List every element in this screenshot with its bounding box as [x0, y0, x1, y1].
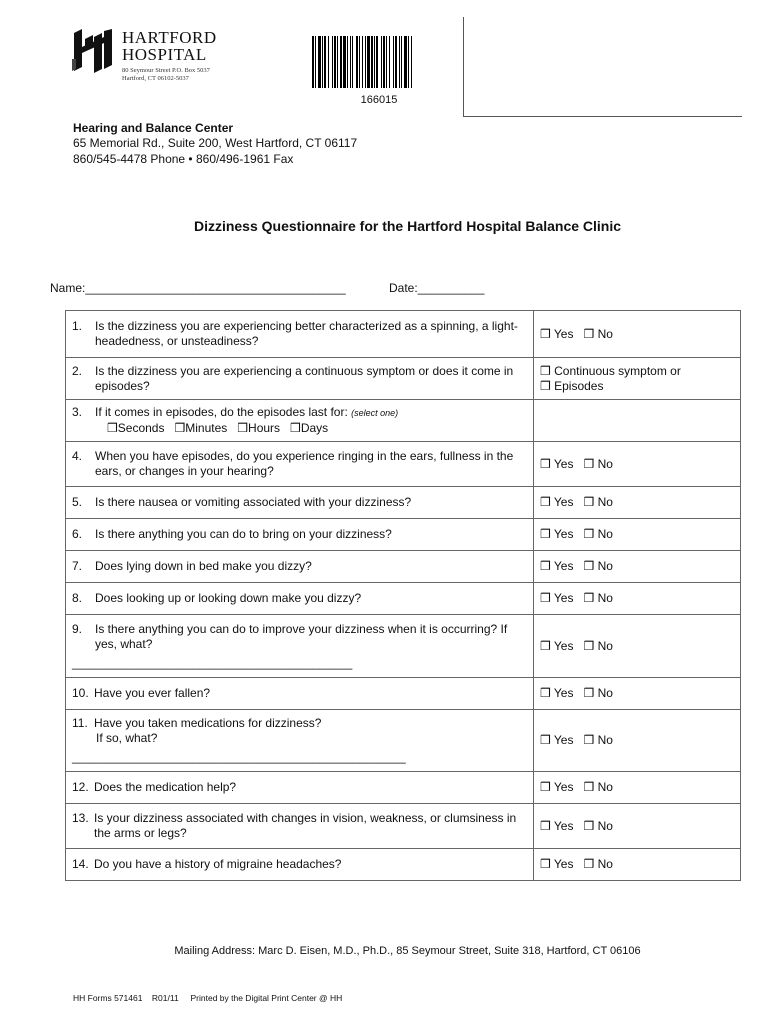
answer-option-label: No — [597, 686, 613, 700]
hospital-name — [122, 29, 217, 63]
answer-option[interactable] — [540, 780, 573, 794]
question-text: Have you taken medications for dizziness? — [94, 716, 322, 730]
barcode-bar — [350, 36, 351, 88]
answer-option-label: Yes — [553, 733, 574, 747]
checkbox-icon[interactable]: ❒ — [583, 638, 595, 653]
barcode-bar — [362, 36, 363, 88]
question-cell — [66, 710, 534, 772]
question-text: Is there anything you can do to bring on your dizziness? — [95, 527, 392, 541]
answer-option[interactable] — [540, 527, 573, 541]
question-cell — [66, 804, 534, 849]
answer-option[interactable] — [540, 457, 573, 471]
answer-option[interactable] — [540, 379, 724, 394]
name-label: Name: — [50, 281, 86, 295]
answer-option[interactable] — [583, 495, 612, 509]
question-number: 6. — [72, 527, 83, 541]
question-row — [66, 615, 741, 678]
question-number: 3. — [72, 405, 83, 419]
question-number: 2. — [72, 363, 83, 378]
question-cell — [66, 358, 534, 400]
question-text: Does lying down in bed make you dizzy? — [95, 559, 312, 573]
barcode-image — [312, 36, 446, 88]
barcode-bar — [411, 36, 412, 88]
checkbox-icon[interactable]: ❒ — [583, 857, 595, 871]
answer-option-label: Yes — [553, 495, 574, 509]
checkbox-icon[interactable]: ❒ — [540, 326, 551, 341]
hospital-address-line2: Hartford, CT 06102-5037 — [122, 75, 189, 82]
hospital-address — [122, 67, 210, 83]
answer-cell — [534, 772, 741, 804]
question-number: 10. — [72, 686, 89, 700]
question-number: 11. — [72, 716, 88, 730]
checkbox-icon[interactable]: ❒ — [583, 456, 595, 471]
answer-cell — [534, 358, 741, 400]
barcode-bar — [324, 36, 326, 88]
answer-option-label: No — [597, 559, 613, 573]
question-number: 8. — [72, 591, 83, 605]
barcode-bar — [334, 36, 336, 88]
answer-cell — [534, 583, 741, 615]
label-area-border — [463, 17, 464, 116]
form-id: HH Forms 571461 — [73, 993, 143, 1003]
checkbox-icon[interactable]: ❒ — [540, 733, 551, 747]
checkbox-icon[interactable]: ❒ — [583, 591, 595, 605]
checkbox-icon[interactable]: ❒ — [107, 421, 118, 435]
answer-option-label: No — [597, 638, 613, 653]
barcode-bar — [352, 36, 353, 88]
answer-option-label: No — [597, 780, 613, 794]
printed-by: Printed by the Digital Print Center @ HH — [190, 993, 343, 1003]
answer-option-label: Yes — [553, 559, 574, 573]
question-cell — [66, 849, 534, 881]
answer-option-label: Yes — [553, 818, 574, 833]
barcode-bar — [340, 36, 342, 88]
barcode-bar — [393, 36, 394, 88]
barcode-bar — [367, 36, 370, 88]
question-cell — [66, 772, 534, 804]
barcode-bar — [408, 36, 409, 88]
barcode-bar — [386, 36, 387, 88]
date-label: Date: — [389, 281, 418, 295]
question-text: Is there nausea or vomiting associated with your dizziness? — [95, 495, 412, 509]
mailing-address: Mailing Address: Marc D. Eisen, M.D., Ph.D., 85 Seymour Street, Suite 318, Hartford, CT 06106 — [174, 945, 641, 957]
question-cell — [66, 519, 534, 551]
checkbox-icon[interactable]: ❒ — [540, 638, 551, 653]
question-cell — [66, 487, 534, 519]
question-row — [66, 311, 741, 358]
answer-cell — [534, 849, 741, 881]
center-phone-fax: 860/545-4478 Phone • 860/496-1961 Fax — [73, 152, 294, 166]
barcode-bar — [347, 36, 348, 88]
barcode-bar — [395, 36, 397, 88]
answer-option[interactable] — [583, 857, 612, 871]
form-revision: R01/11 — [151, 993, 179, 1003]
answer-option-label: No — [597, 733, 613, 747]
answer-option-label: No — [597, 456, 613, 471]
answer-option-label: Episodes — [554, 378, 604, 393]
answer-option[interactable] — [540, 559, 573, 573]
checkbox-icon[interactable]: ❒ — [583, 818, 595, 833]
checkbox-icon[interactable]: ❒ — [540, 857, 551, 871]
barcode-bar — [343, 36, 346, 88]
answer-option-label: No — [597, 857, 613, 871]
answer-option-label: Yes — [553, 780, 574, 794]
answer-option[interactable] — [583, 327, 612, 341]
answer-option[interactable] — [583, 591, 612, 605]
barcode-bar — [376, 36, 378, 88]
question-row — [66, 772, 741, 804]
question-text: When you have episodes, do you experience ringing in the ears, fullness in the ears, or changes in your hearing? — [95, 449, 514, 478]
answer-option[interactable] — [540, 639, 573, 653]
answer-option-label: Yes — [553, 638, 574, 653]
duration-option-label: Seconds — [117, 421, 165, 435]
checkbox-icon[interactable]: ❒ — [290, 421, 301, 435]
answer-option[interactable] — [583, 780, 612, 794]
duration-option[interactable] — [107, 421, 164, 435]
question-cell — [66, 615, 534, 678]
barcode-bar — [399, 36, 400, 88]
checkbox-icon[interactable]: ❒ — [540, 559, 551, 573]
barcode-bar — [371, 36, 373, 88]
barcode-bar — [383, 36, 385, 88]
barcode-bar — [328, 36, 329, 88]
question-row — [66, 551, 741, 583]
question-number: 12. — [72, 780, 89, 794]
checkbox-icon[interactable]: ❒ — [583, 495, 595, 509]
question-row — [66, 678, 741, 710]
hospital-name-line2: HOSPITAL — [122, 45, 207, 64]
hartford-hospital-logo-icon — [72, 29, 114, 73]
answer-option-label: Continuous symptom or — [554, 363, 681, 378]
checkbox-icon[interactable]: ❒ — [540, 495, 551, 509]
answer-cell — [534, 551, 741, 583]
checkbox-icon[interactable]: ❒ — [174, 421, 186, 435]
duration-option[interactable] — [290, 421, 328, 435]
question-row — [66, 519, 741, 551]
question-row — [66, 487, 741, 519]
checkbox-icon[interactable]: ❒ — [583, 686, 595, 700]
name-field[interactable] — [50, 281, 346, 295]
answer-cell — [534, 519, 741, 551]
barcode-bar — [404, 36, 407, 88]
date-blank[interactable]: __________ — [417, 281, 485, 295]
answer-cell — [534, 442, 741, 487]
answer-option[interactable] — [583, 527, 612, 541]
checkbox-icon[interactable]: ❒ — [540, 686, 551, 700]
answer-blank[interactable]: __________________________________________________ — [72, 750, 406, 764]
answer-option[interactable] — [583, 559, 612, 573]
question-row — [66, 583, 741, 615]
duration-option-label: Minutes — [185, 421, 228, 435]
answer-option[interactable] — [540, 591, 573, 605]
answer-option-label: No — [597, 591, 613, 605]
duration-option[interactable] — [237, 421, 280, 435]
question-text: Have you ever fallen? — [94, 686, 211, 700]
answer-option[interactable] — [540, 819, 573, 833]
barcode-bar — [318, 36, 321, 88]
checkbox-icon[interactable]: ❒ — [583, 527, 595, 541]
question-row — [66, 400, 741, 442]
answer-option[interactable] — [540, 364, 724, 379]
checkbox-icon[interactable]: ❒ — [540, 378, 551, 393]
checkbox-icon[interactable]: ❒ — [583, 780, 595, 794]
checkbox-icon[interactable]: ❒ — [583, 559, 595, 573]
answer-cell — [534, 678, 741, 710]
question-row — [66, 710, 741, 772]
answer-option-label: Yes — [553, 857, 574, 871]
question-row — [66, 442, 741, 487]
question-number: 7. — [72, 559, 83, 573]
barcode-bar — [401, 36, 402, 88]
question-row — [66, 804, 741, 849]
answer-option-label: Yes — [553, 456, 574, 471]
answer-cell — [534, 311, 741, 358]
hospital-name-line1: HARTFORD — [122, 28, 217, 47]
barcode-bar — [374, 36, 375, 88]
question-number: 1. — [72, 319, 83, 333]
question-text: Does the medication help? — [94, 780, 237, 794]
question-row — [66, 849, 741, 881]
question-cell — [66, 678, 534, 710]
question-cell — [66, 551, 534, 583]
checkbox-icon[interactable]: ❒ — [540, 456, 551, 471]
answer-cell — [534, 615, 741, 678]
question-cell — [66, 400, 534, 442]
question-number: 9. — [72, 621, 83, 636]
date-field[interactable] — [389, 281, 484, 295]
question-text: Is the dizziness you are experiencing better characterized as a spinning, a light-headedness, or unsteadiness? — [95, 319, 518, 348]
question-cell — [66, 311, 534, 358]
checkbox-icon[interactable]: ❒ — [540, 780, 551, 794]
answer-option-label: No — [597, 495, 613, 509]
answer-option[interactable] — [540, 686, 573, 700]
label-area-border-bottom — [463, 116, 742, 117]
answer-option-label: Yes — [553, 527, 574, 541]
answer-cell — [534, 804, 741, 849]
checkbox-icon[interactable]: ❒ — [583, 326, 595, 341]
checkbox-icon[interactable]: ❒ — [237, 421, 249, 435]
center-name: Hearing and Balance Center — [73, 121, 234, 135]
answer-cell — [534, 710, 741, 772]
page-title: Dizziness Questionnaire for the Hartford Hospital Balance Clinic — [193, 218, 622, 234]
barcode-bar — [315, 36, 316, 88]
center-address: 65 Memorial Rd., Suite 200, West Hartford, CT 06117 — [73, 136, 358, 150]
answer-option-label: No — [597, 527, 613, 541]
answer-option-label: Yes — [553, 326, 574, 341]
question-text: Does looking up or looking down make you dizzy? — [95, 591, 362, 605]
checkbox-icon[interactable]: ❒ — [540, 591, 551, 605]
answer-option-label: No — [597, 818, 613, 833]
barcode-bar — [312, 36, 314, 88]
barcode-bar — [332, 36, 333, 88]
answer-option[interactable] — [583, 639, 612, 653]
checkbox-icon[interactable]: ❒ — [540, 818, 551, 833]
answer-option[interactable] — [540, 733, 573, 747]
answer-option[interactable] — [583, 733, 612, 747]
answer-option[interactable] — [540, 857, 573, 871]
duration-option-label: Hours — [248, 421, 281, 435]
question-number: 4. — [72, 449, 83, 463]
barcode-bar — [389, 36, 390, 88]
questionnaire-table — [65, 310, 741, 881]
question-text: Is there anything you can do to improve your dizziness when it is occurring? If yes, what? — [95, 621, 508, 651]
question-number: 14. — [72, 857, 89, 871]
question-number: 13. — [72, 811, 89, 825]
barcode-bar — [337, 36, 338, 88]
question-number: 5. — [72, 495, 83, 509]
question-cell — [66, 442, 534, 487]
barcode-bar — [365, 36, 366, 88]
answer-option[interactable] — [583, 819, 612, 833]
question-text: Is the dizziness you are experiencing a continuous symptom or does it come in episodes? — [95, 363, 514, 393]
answer-option[interactable] — [583, 457, 612, 471]
duration-option-label: Days — [300, 421, 329, 435]
barcode-bar — [381, 36, 382, 88]
question-cell — [66, 583, 534, 615]
name-blank[interactable]: _______________________________________ — [85, 281, 346, 295]
barcode-number: 166015 — [360, 94, 398, 106]
barcode-bar — [322, 36, 323, 88]
checkbox-icon[interactable]: ❒ — [583, 733, 595, 747]
answer-option[interactable] — [583, 686, 612, 700]
answer-option[interactable] — [540, 327, 573, 341]
answer-option-label: Yes — [553, 686, 574, 700]
answer-blank[interactable]: __________________________________________ — [72, 655, 353, 670]
answer-option-label: No — [597, 326, 613, 341]
question-subtext: If so, what? — [96, 731, 158, 745]
checkbox-icon[interactable]: ❒ — [540, 363, 551, 378]
answer-cell — [534, 487, 741, 519]
question-text: Do you have a history of migraine headaches? — [94, 857, 342, 871]
barcode-bar — [356, 36, 358, 88]
answer-cell — [534, 400, 741, 442]
form-footer — [73, 993, 342, 1003]
question-text: If it comes in episodes, do the episodes last for: — [95, 405, 348, 419]
answer-option[interactable] — [540, 495, 573, 509]
question-row — [66, 358, 741, 400]
hospital-address-line1: 80 Seymour Street P.O. Box 5037 — [122, 67, 210, 74]
answer-option-label: Yes — [553, 591, 574, 605]
question-hint: (select one) — [351, 408, 399, 418]
duration-option[interactable] — [174, 421, 227, 435]
barcode-bar — [359, 36, 360, 88]
checkbox-icon[interactable]: ❒ — [540, 527, 551, 541]
question-text: Is your dizziness associated with changes in vision, weakness, or clumsiness in the arms or legs? — [94, 811, 517, 840]
